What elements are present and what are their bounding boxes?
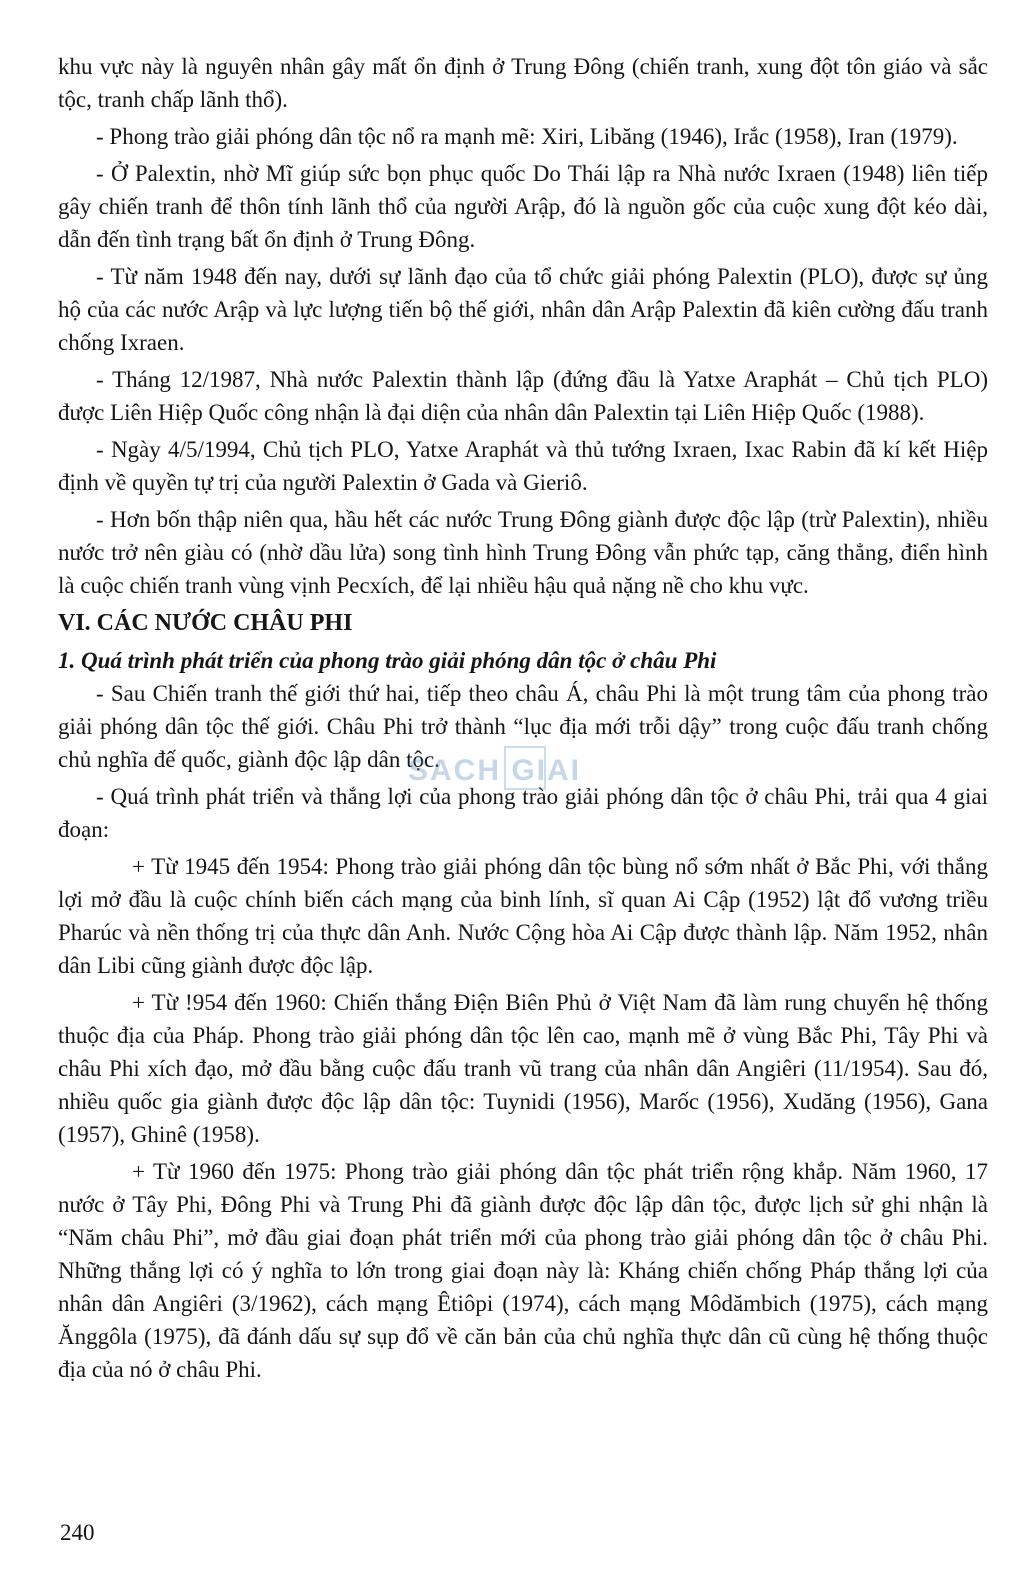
paragraph-palestine-state: - Tháng 12/1987, Nhà nước Palextin thành lập (đứng đầu là Yatxe Araphát – Chủ tịch PLO) được Liên Hiệp Quốc công nhận là đại diện của nhân dân Palextin tại Liên Hiệp Quốc (1988). (58, 367, 988, 425)
paragraph-africa-center: - Sau Chiến tranh thế giới thứ hai, tiếp theo châu Á, châu Phi là một trung tâm của phong trào giải phóng dân tộc thế giới. Châu Phi trở thành “lục địa mới trỗi dậy” trong cuộc đấu tranh chống chủ nghĩa đế quốc, giành độc lập dân tộc. (58, 681, 988, 772)
paragraph-four-stages: - Quá trình phát triển và thắng lợi của phong trào giải phóng dân tộc ở châu Phi, trải qua 4 giai đoạn: (58, 784, 988, 842)
paragraph-continuation: khu vực này là nguyên nhân gây mất ổn định ở Trung Đông (chiến tranh, xung đột tôn giáo và sắc tộc, tranh chấp lãnh thổ). (58, 54, 988, 112)
paragraph-stage-1945-1954: + Từ 1945 đến 1954: Phong trào giải phóng dân tộc bùng nổ sớm nhất ở Bắc Phi, với thắng lợi mở đầu là cuộc chính biến cách mạng của binh lính, sĩ quan Ai Cập (1952) lật đổ vương triều Pharúc và nền thống trị của thực dân Anh. Nước Cộng hòa Ai Cập được thành lập. Năm 1952, nhân dân Libi cũng giành được độc lập. (58, 854, 988, 978)
watermark-text: SACH GIAI (408, 754, 582, 787)
section-heading: VI. CÁC NƯỚC CHÂU PHI (58, 610, 353, 636)
paragraph-middle-east-summary: - Hơn bốn thập niên qua, hầu hết các nước Trung Đông giành được độc lập (trừ Palextin), nhiều nước trở nên giàu có (nhờ dầu lửa) song tình hình Trung Đông vẫn phức tạp, căng thẳng, điển hình là cuộc chiến tranh vùng vịnh Pecxích, để lại nhiều hậu quả nặng nề cho khu vực. (58, 507, 988, 598)
paragraph-national-liberation: - Phong trào giải phóng dân tộc nổ ra mạnh mẽ: Xiri, Libăng (1946), Irắc (1958), Iran (1979). (96, 124, 958, 149)
paragraph-stage-1960-1975: + Từ 1960 đến 1975: Phong trào giải phóng dân tộc phát triển rộng khắp. Năm 1960, 17 nước ở Tây Phi, Đông Phi và Trung Phi đã giành được độc lập dân tộc, được lịch sử ghi nhận là “Năm châu Phi”, mở đầu giai đoạn phát triển mới của phong trào giải phóng dân tộc ở châu Phi. Những thắng lợi có ý nghĩa to lớn trong giai đoạn này là: Kháng chiến chống Pháp thắng lợi của nhân dân Angiêri (3/1962), cách mạng Êtiôpi (1974), cách mạng Môdămbich (1975), cách mạng Ănggôla (1975), đã đánh dấu sự sụp đổ về căn bản của chủ nghĩa thực dân cũ cùng hệ thống thuộc địa của nó ở châu Phi. (58, 1159, 988, 1382)
paragraph-1994-agreement: - Ngày 4/5/1994, Chủ tịch PLO, Yatxe Araphát và thủ tướng Ixraen, Ixac Rabin đã kí kết Hiệp định về quyền tự trị của người Palextin ở Gada và Gieriô. (58, 437, 988, 495)
sub-heading: 1. Quá trình phát triển của phong trào giải phóng dân tộc ở châu Phi (58, 648, 717, 673)
paragraph-palestine-israel: - Ở Palextin, nhờ Mĩ giúp sức bọn phục quốc Do Thái lập ra Nhà nước Ixraen (1948) liên tiếp gây chiến tranh để thôn tính lãnh thổ của người Arập, đó là nguồn gốc của cuộc xung đột kéo dài, dẫn đến tình trạng bất ổn định ở Trung Đông. (58, 161, 988, 252)
paragraph-stage-1954-1960: + Từ !954 đến 1960: Chiến thắng Điện Biên Phủ ở Việt Nam đã làm rung chuyển hệ thống thuộc địa của Pháp. Phong trào giải phóng dân tộc lên cao, mạnh mẽ ở vùng Bắc Phi, Tây Phi và châu Phi xích đạo, mở đầu bằng cuộc đấu tranh vũ trang của nhân dân Angiêri (11/1954). Sau đó, nhiều quốc gia giành được độc lập dân tộc: Tuynidi (1956), Marốc (1956), Xudăng (1956), Gana (1957), Ghinê (1958). (58, 990, 988, 1147)
book-page (58, 50, 988, 1550)
page-number: 240 (60, 1520, 95, 1545)
paragraph-plo-struggle: - Từ năm 1948 đến nay, dưới sự lãnh đạo của tổ chức giải phóng Palextin (PLO), được sự ủng hộ của các nước Arập và lực lượng tiến bộ thế giới, nhân dân Arập Palextin đã kiên cường đấu tranh chống Ixraen. (58, 264, 988, 355)
